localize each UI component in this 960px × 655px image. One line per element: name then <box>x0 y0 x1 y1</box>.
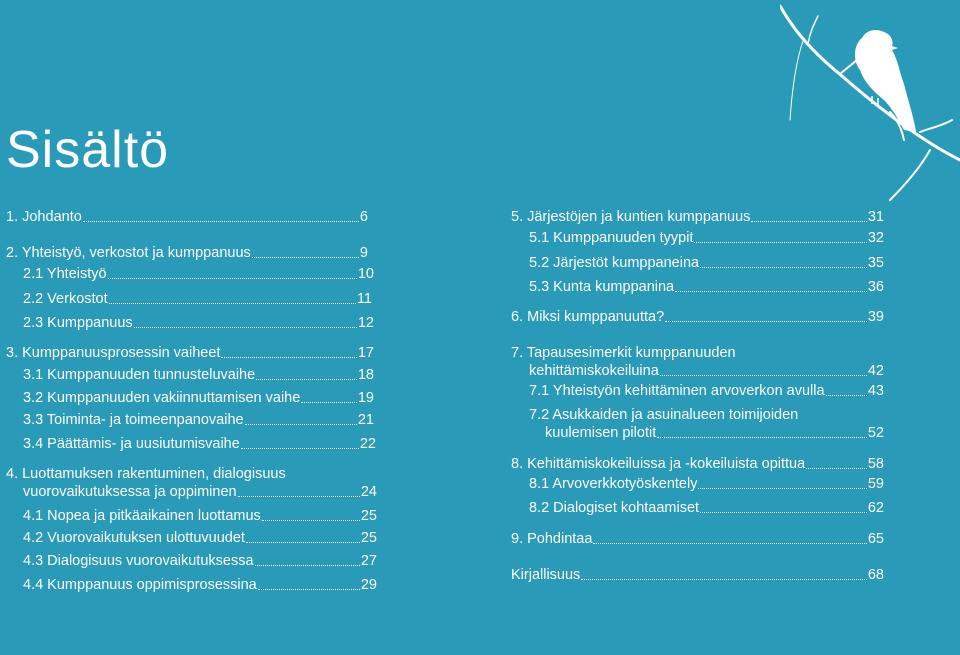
toc-entry[interactable]: Kirjallisuus 68 <box>511 567 884 583</box>
page-number: 58 <box>867 456 884 472</box>
page-number: 39 <box>867 309 884 325</box>
page-number: 43 <box>867 383 884 399</box>
toc-entry[interactable]: 2. Yhteistyö, verkostot ja kumppanuus 9 <box>6 245 368 261</box>
toc-entry[interactable]: 2.3 Kumppanuus 12 <box>23 315 374 331</box>
page-number: 31 <box>867 209 884 225</box>
page-number: 10 <box>357 266 374 282</box>
page-number: 59 <box>867 476 884 492</box>
page-number: 29 <box>360 577 377 593</box>
toc-entry[interactable]: 3.2 Kumppanuuden vakiinnuttamisen vaihe 19 <box>23 390 374 406</box>
toc-entry[interactable]: 4.1 Nopea ja pitkäaikainen luottamus 25 <box>23 508 377 524</box>
toc-entry[interactable]: 4.2 Vuorovaikutuksen ulottuvuudet 25 <box>23 530 377 546</box>
page-number: 18 <box>357 367 374 383</box>
toc-entry[interactable]: 2.2 Verkostot 11 <box>23 291 372 307</box>
toc-entry[interactable]: 3.3 Toiminta- ja toimeenpanovaihe 21 <box>23 412 374 428</box>
page-number: 19 <box>357 390 374 406</box>
page-number: 36 <box>867 279 884 295</box>
page-title: Sisältö <box>6 121 170 179</box>
toc-entry[interactable]: 4.4 Kumppanuus oppimisprosessina 29 <box>23 577 377 593</box>
toc-entry[interactable]: 3. Kumppanuusprosessin vaiheet 17 <box>6 345 374 361</box>
page-number: 6 <box>359 209 368 225</box>
toc-entry[interactable]: 1. Johdanto 6 <box>6 209 368 225</box>
page-number: 52 <box>867 425 884 441</box>
page-number: 27 <box>360 553 377 569</box>
page-number: 12 <box>357 315 374 331</box>
page-number: 11 <box>356 291 372 307</box>
toc-entry[interactable]: 8.2 Dialogiset kohtaamiset 62 <box>529 500 884 516</box>
toc-entry[interactable]: 5.3 Kunta kumppanina 36 <box>529 279 884 295</box>
toc-entry[interactable]: 5.2 Järjestöt kumppaneina 35 <box>529 255 884 271</box>
toc-entry[interactable]: 3.4 Päättämis- ja uusiutumisvaihe 22 <box>23 436 376 452</box>
toc-entry[interactable]: 5. Järjestöjen ja kuntien kumppanuus 31 <box>511 209 884 225</box>
toc-entry[interactable]: 7. Tapausesimerkit kumppanuuden kehittämiskokeiluina 42 <box>511 345 884 379</box>
toc-entry[interactable]: 7.1 Yhteistyön kehittäminen arvoverkon avulla 43 <box>529 383 884 399</box>
toc-entry[interactable]: 2.1 Yhteistyö 10 <box>23 266 374 282</box>
toc-entry[interactable]: 8.1 Arvoverkkotyöskentely 59 <box>529 476 884 492</box>
toc-entry[interactable]: 6. Miksi kumppanuutta? 39 <box>511 309 884 325</box>
toc-entry[interactable]: 3.1 Kumppanuuden tunnusteluvaihe 18 <box>23 367 374 383</box>
page-number: 25 <box>360 508 377 524</box>
toc-entry[interactable]: 5.1 Kumppanuuden tyypit 32 <box>529 230 884 246</box>
page-number: 32 <box>867 230 884 246</box>
page-number: 42 <box>867 363 884 379</box>
page-number: 24 <box>360 484 377 500</box>
page-number: 68 <box>867 567 884 583</box>
page-number: 9 <box>359 245 368 261</box>
toc-entry[interactable]: 4. Luottamuksen rakentuminen, dialogisuus vuorovaikutuksessa ja oppiminen 24 <box>6 466 377 500</box>
page-number: 25 <box>360 530 377 546</box>
page-number: 22 <box>359 436 376 452</box>
page-number: 65 <box>867 531 884 547</box>
toc-entry[interactable]: 7.2 Asukkaiden ja asuinalueen toimijoiden kuulemisen pilotit 52 <box>529 407 884 441</box>
toc-entry[interactable]: 4.3 Dialogisuus vuorovaikutuksessa 27 <box>23 553 377 569</box>
page-number: 17 <box>357 345 374 361</box>
page-number: 62 <box>867 500 884 516</box>
page-number: 21 <box>357 412 374 428</box>
toc-entry[interactable]: 8. Kehittämiskokeiluissa ja -kokeiluista opittua 58 <box>511 456 884 472</box>
bird-on-branch-illustration <box>780 0 960 210</box>
toc-entry[interactable]: 9. Pohdintaa 65 <box>511 531 884 547</box>
page-number: 35 <box>867 255 884 271</box>
